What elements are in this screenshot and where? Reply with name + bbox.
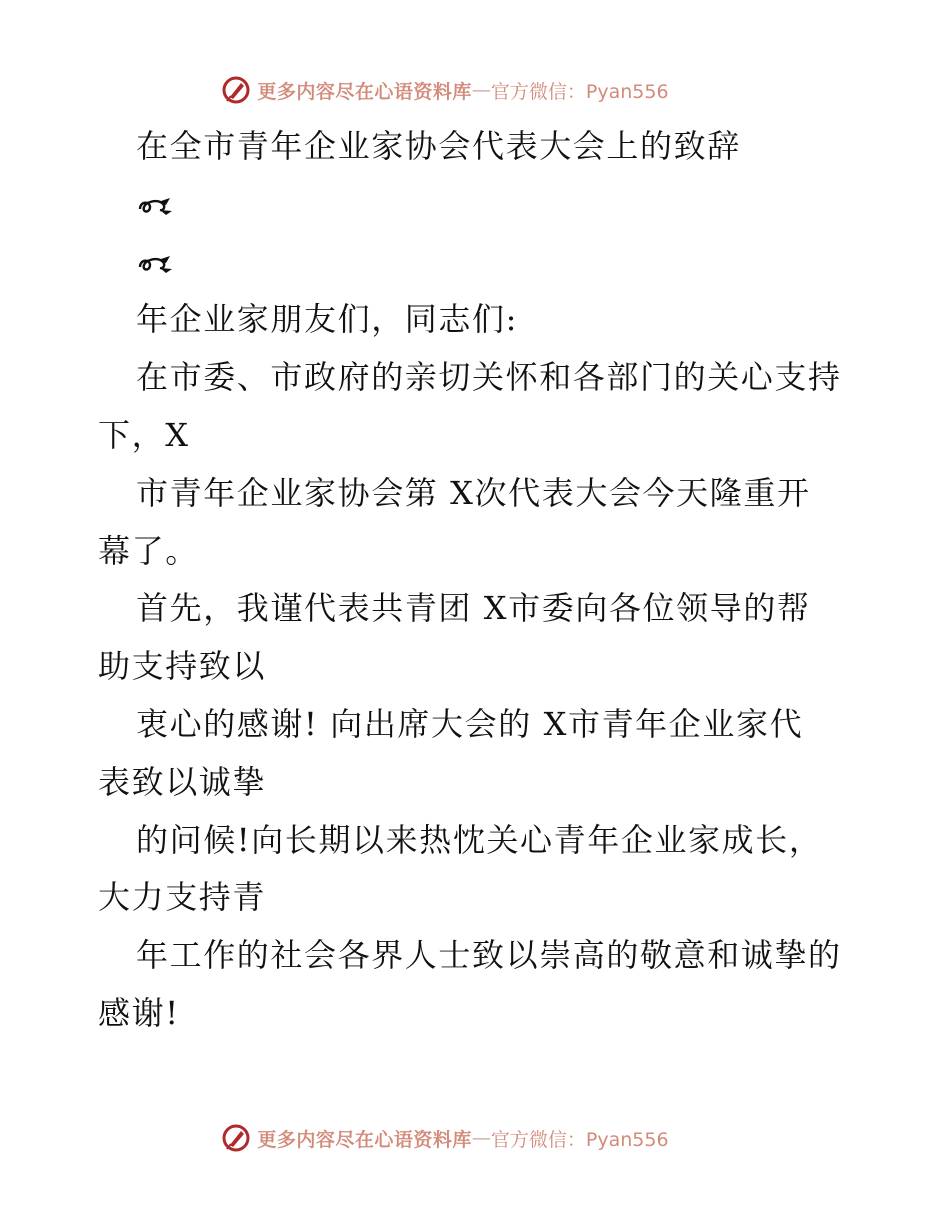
pen-logo-icon [221,75,251,105]
watermark-footer [0,1118,950,1158]
paragraph-line: 表致以诚挚 [98,762,267,801]
flourish-icon [136,193,176,219]
paragraph-line: 大力支持青 [98,878,267,917]
paragraph-line: 助支持致以 [98,647,267,686]
paragraph-line: 市青年企业家协会第 X次代表大会今天隆重开 [136,473,811,512]
paragraph-line: 衷心的感谢! 向出席大会的 X市青年企业家代 [136,704,804,743]
paragraph-line: 在市委、市政府的亲切关怀和各部门的关心支持 [136,358,842,397]
watermark-site-text: 更多内容尽在心语资料库 [257,1128,472,1151]
flourish-line-1 [98,176,858,234]
watermark-site-text: 更多内容尽在心语资料库 [257,80,472,103]
watermark-contact: 官方微信：Pyan556 [490,80,669,103]
paragraph-line: 的问候!向长期以来热忱关心青年企业家成长， [136,820,823,859]
pen-logo-icon [221,1123,251,1153]
paragraph-line: 年企业家朋友们，同志们: [136,300,518,339]
document-title: 在全市青年企业家协会代表大会上的致辞 [136,127,741,165]
flourish-line-2 [98,234,858,292]
watermark-header [0,70,950,110]
paragraph-line: 年工作的社会各界人士致以崇高的敬意和诚挚的 [136,936,842,975]
document-body [98,118,858,1043]
watermark-contact: 官方微信：Pyan556 [490,1128,669,1151]
paragraph-line: 下，X [98,415,190,454]
paragraph-line: 感谢! [98,993,180,1032]
watermark-separator: — [471,1127,491,1149]
paragraph-line: 首先，我谨代表共青团 X市委向各位领导的帮 [136,589,811,628]
flourish-icon [136,251,176,277]
paragraph-line: 幕了。 [98,531,199,570]
watermark-separator: — [471,79,491,101]
